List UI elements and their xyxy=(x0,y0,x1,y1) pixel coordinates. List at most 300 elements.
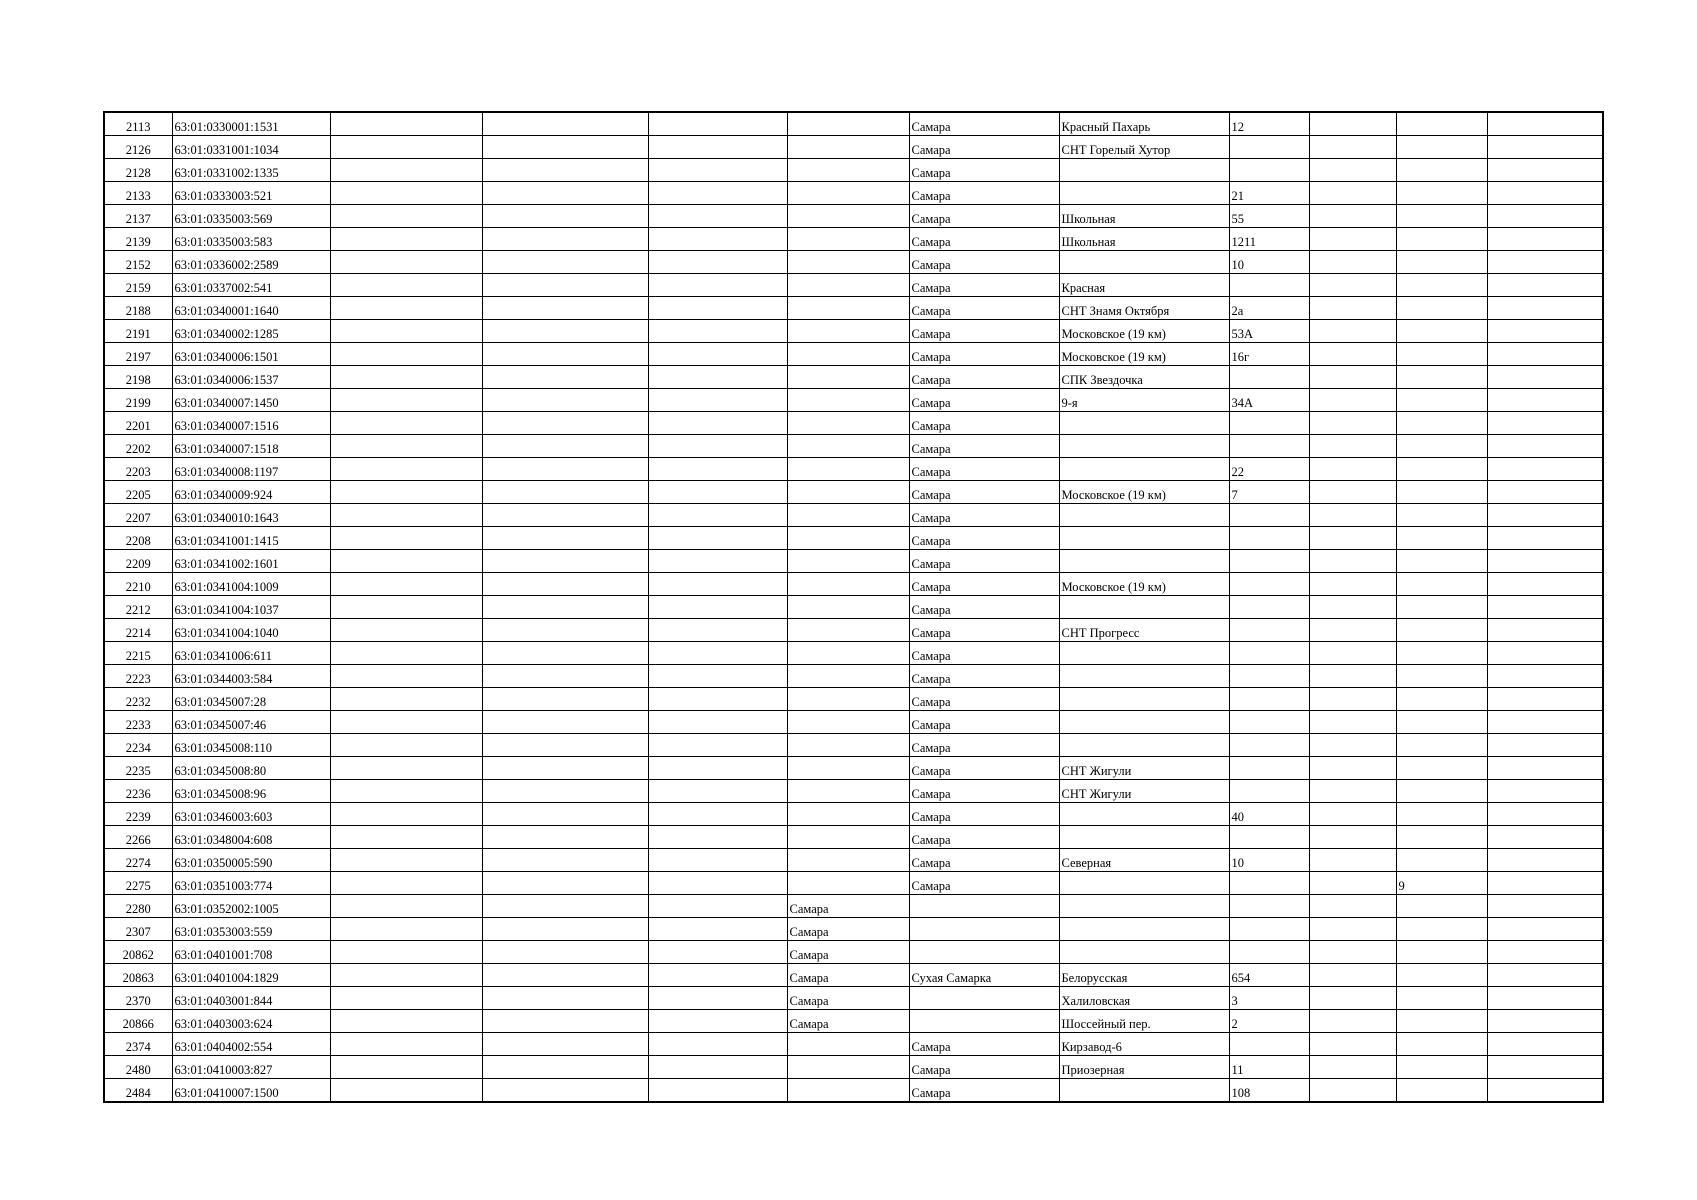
blank-cell xyxy=(1487,205,1603,228)
house-number-cell: 3 xyxy=(1229,987,1309,1010)
blank-cell xyxy=(648,734,787,757)
blank-cell xyxy=(330,343,482,366)
blank-cell xyxy=(330,458,482,481)
city-cell-b: Самара xyxy=(909,527,1059,550)
blank-cell xyxy=(648,251,787,274)
house-number-cell: 11 xyxy=(1229,1056,1309,1079)
blank-cell xyxy=(1487,964,1603,987)
city-cell-b: Самара xyxy=(909,734,1059,757)
blank-cell xyxy=(330,964,482,987)
table-row xyxy=(104,688,1603,711)
blank-cell xyxy=(1309,918,1396,941)
row-number-cell: 2159 xyxy=(104,274,172,297)
house-number-cell xyxy=(1229,895,1309,918)
city-cell-a xyxy=(787,619,909,642)
blank-cell xyxy=(1309,550,1396,573)
blank-cell xyxy=(330,481,482,504)
house-number-cell xyxy=(1229,665,1309,688)
city-cell-b: Самара xyxy=(909,458,1059,481)
house-number-cell: 10 xyxy=(1229,251,1309,274)
city-cell-b: Сухая Самарка xyxy=(909,964,1059,987)
blank-cell xyxy=(648,112,787,136)
table-row xyxy=(104,435,1603,458)
cadastral-number-cell: 63:01:0352002:1005 xyxy=(172,895,330,918)
blank-cell xyxy=(1309,297,1396,320)
street-cell xyxy=(1059,527,1229,550)
house-number-cell: 16г xyxy=(1229,343,1309,366)
blank-cell xyxy=(1487,803,1603,826)
table-row xyxy=(104,872,1603,895)
blank-cell xyxy=(648,642,787,665)
street-cell: СНТ Жигули xyxy=(1059,780,1229,803)
street-cell xyxy=(1059,159,1229,182)
street-cell: 9-я xyxy=(1059,389,1229,412)
cadastral-number-cell: 63:01:0351003:774 xyxy=(172,872,330,895)
row-number-cell: 2233 xyxy=(104,711,172,734)
street-cell: Московское (19 км) xyxy=(1059,320,1229,343)
cadastral-number-cell: 63:01:0331001:1034 xyxy=(172,136,330,159)
blank-cell xyxy=(648,941,787,964)
blank-cell xyxy=(1309,274,1396,297)
building-cell xyxy=(1396,366,1487,389)
blank-cell xyxy=(1309,734,1396,757)
city-cell-b: Самара xyxy=(909,182,1059,205)
cadastral-number-cell: 63:01:0340002:1285 xyxy=(172,320,330,343)
street-cell: Красный Пахарь xyxy=(1059,112,1229,136)
street-cell: Красная xyxy=(1059,274,1229,297)
blank-cell xyxy=(482,987,648,1010)
building-cell xyxy=(1396,987,1487,1010)
row-number-cell: 2307 xyxy=(104,918,172,941)
row-number-cell: 2280 xyxy=(104,895,172,918)
blank-cell xyxy=(482,780,648,803)
blank-cell xyxy=(1487,826,1603,849)
table-row xyxy=(104,343,1603,366)
cadastral-number-cell: 63:01:0335003:569 xyxy=(172,205,330,228)
blank-cell xyxy=(1487,757,1603,780)
blank-cell xyxy=(1487,274,1603,297)
blank-cell xyxy=(648,481,787,504)
row-number-cell: 2266 xyxy=(104,826,172,849)
blank-cell xyxy=(648,849,787,872)
house-number-cell xyxy=(1229,688,1309,711)
blank-cell xyxy=(1309,872,1396,895)
city-cell-a xyxy=(787,274,909,297)
blank-cell xyxy=(482,343,648,366)
table-row xyxy=(104,665,1603,688)
house-number-cell xyxy=(1229,826,1309,849)
city-cell-b xyxy=(909,918,1059,941)
blank-cell xyxy=(482,366,648,389)
street-cell xyxy=(1059,412,1229,435)
building-cell xyxy=(1396,918,1487,941)
blank-cell xyxy=(330,619,482,642)
blank-cell xyxy=(648,573,787,596)
street-cell xyxy=(1059,642,1229,665)
row-number-cell: 2214 xyxy=(104,619,172,642)
table-row xyxy=(104,136,1603,159)
city-cell-b: Самара xyxy=(909,274,1059,297)
building-cell xyxy=(1396,1056,1487,1079)
table-row xyxy=(104,389,1603,412)
row-number-cell: 2370 xyxy=(104,987,172,1010)
house-number-cell xyxy=(1229,527,1309,550)
building-cell xyxy=(1396,297,1487,320)
city-cell-b: Самара xyxy=(909,1056,1059,1079)
blank-cell xyxy=(1309,504,1396,527)
row-number-cell: 2202 xyxy=(104,435,172,458)
blank-cell xyxy=(648,1056,787,1079)
city-cell-a: Самара xyxy=(787,1010,909,1033)
cadastral-number-cell: 63:01:0350005:590 xyxy=(172,849,330,872)
table-row xyxy=(104,366,1603,389)
house-number-cell: 7 xyxy=(1229,481,1309,504)
city-cell-a xyxy=(787,159,909,182)
blank-cell xyxy=(482,573,648,596)
house-number-cell xyxy=(1229,136,1309,159)
table-row xyxy=(104,757,1603,780)
city-cell-a xyxy=(787,757,909,780)
row-number-cell: 2239 xyxy=(104,803,172,826)
blank-cell xyxy=(648,803,787,826)
street-cell: Московское (19 км) xyxy=(1059,481,1229,504)
building-cell xyxy=(1396,1010,1487,1033)
blank-cell xyxy=(1487,987,1603,1010)
building-cell xyxy=(1396,1033,1487,1056)
blank-cell xyxy=(482,734,648,757)
blank-cell xyxy=(330,412,482,435)
table-row xyxy=(104,711,1603,734)
table-row xyxy=(104,734,1603,757)
blank-cell xyxy=(1309,826,1396,849)
blank-cell xyxy=(1309,228,1396,251)
building-cell xyxy=(1396,550,1487,573)
house-number-cell xyxy=(1229,274,1309,297)
blank-cell xyxy=(1309,389,1396,412)
blank-cell xyxy=(482,826,648,849)
cadastral-number-cell: 63:01:0331002:1335 xyxy=(172,159,330,182)
blank-cell xyxy=(482,1079,648,1103)
blank-cell xyxy=(330,366,482,389)
city-cell-a: Самара xyxy=(787,987,909,1010)
city-cell-a xyxy=(787,872,909,895)
blank-cell xyxy=(1309,665,1396,688)
blank-cell xyxy=(482,1010,648,1033)
table-row xyxy=(104,297,1603,320)
blank-cell xyxy=(482,251,648,274)
table-body xyxy=(104,112,1603,1102)
city-cell-b: Самара xyxy=(909,803,1059,826)
blank-cell xyxy=(1487,527,1603,550)
blank-cell xyxy=(330,596,482,619)
street-cell xyxy=(1059,711,1229,734)
house-number-cell: 40 xyxy=(1229,803,1309,826)
blank-cell xyxy=(1309,366,1396,389)
blank-cell xyxy=(1309,343,1396,366)
city-cell-a xyxy=(787,112,909,136)
table-row xyxy=(104,619,1603,642)
city-cell-a xyxy=(787,573,909,596)
building-cell xyxy=(1396,527,1487,550)
street-cell xyxy=(1059,504,1229,527)
table-row xyxy=(104,642,1603,665)
table-row xyxy=(104,803,1603,826)
building-cell xyxy=(1396,642,1487,665)
blank-cell xyxy=(1487,412,1603,435)
street-cell xyxy=(1059,435,1229,458)
blank-cell xyxy=(648,435,787,458)
city-cell-b xyxy=(909,1010,1059,1033)
building-cell xyxy=(1396,481,1487,504)
blank-cell xyxy=(482,757,648,780)
city-cell-b: Самара xyxy=(909,205,1059,228)
blank-cell xyxy=(1309,205,1396,228)
blank-cell xyxy=(482,918,648,941)
blank-cell xyxy=(648,205,787,228)
city-cell-b: Самара xyxy=(909,596,1059,619)
table-row xyxy=(104,159,1603,182)
blank-cell xyxy=(482,320,648,343)
street-cell: Московское (19 км) xyxy=(1059,573,1229,596)
table-row xyxy=(104,251,1603,274)
row-number-cell: 2480 xyxy=(104,1056,172,1079)
blank-cell xyxy=(330,112,482,136)
blank-cell xyxy=(330,182,482,205)
street-cell: Шоссейный пер. xyxy=(1059,1010,1229,1033)
table-row xyxy=(104,412,1603,435)
street-cell: Приозерная xyxy=(1059,1056,1229,1079)
cadastral-number-cell: 63:01:0345007:28 xyxy=(172,688,330,711)
cadastral-number-cell: 63:01:0340010:1643 xyxy=(172,504,330,527)
blank-cell xyxy=(648,826,787,849)
building-cell xyxy=(1396,619,1487,642)
cadastral-number-cell: 63:01:0341004:1040 xyxy=(172,619,330,642)
blank-cell xyxy=(1487,872,1603,895)
city-cell-b: Самара xyxy=(909,251,1059,274)
blank-cell xyxy=(482,964,648,987)
city-cell-b: Самара xyxy=(909,112,1059,136)
house-number-cell: 10 xyxy=(1229,849,1309,872)
building-cell xyxy=(1396,228,1487,251)
city-cell-a xyxy=(787,228,909,251)
city-cell-a xyxy=(787,849,909,872)
building-cell xyxy=(1396,895,1487,918)
building-cell xyxy=(1396,112,1487,136)
blank-cell xyxy=(482,412,648,435)
city-cell-a: Самара xyxy=(787,895,909,918)
blank-cell xyxy=(330,527,482,550)
blank-cell xyxy=(482,1033,648,1056)
street-cell xyxy=(1059,803,1229,826)
blank-cell xyxy=(1309,849,1396,872)
blank-cell xyxy=(330,550,482,573)
table-row xyxy=(104,780,1603,803)
house-number-cell xyxy=(1229,1033,1309,1056)
building-cell xyxy=(1396,389,1487,412)
blank-cell xyxy=(1309,251,1396,274)
city-cell-a xyxy=(787,412,909,435)
building-cell xyxy=(1396,1079,1487,1103)
row-number-cell: 2275 xyxy=(104,872,172,895)
city-cell-b: Самара xyxy=(909,619,1059,642)
house-number-cell: 22 xyxy=(1229,458,1309,481)
blank-cell xyxy=(330,1010,482,1033)
cadastral-number-cell: 63:01:0341002:1601 xyxy=(172,550,330,573)
blank-cell xyxy=(482,665,648,688)
blank-cell xyxy=(482,274,648,297)
building-cell xyxy=(1396,320,1487,343)
blank-cell xyxy=(648,665,787,688)
blank-cell xyxy=(648,780,787,803)
blank-cell xyxy=(330,228,482,251)
city-cell-a xyxy=(787,504,909,527)
street-cell: СНТ Горелый Хутор xyxy=(1059,136,1229,159)
city-cell-b: Самара xyxy=(909,688,1059,711)
city-cell-b: Самара xyxy=(909,412,1059,435)
blank-cell xyxy=(330,205,482,228)
blank-cell xyxy=(1309,757,1396,780)
cadastral-number-cell: 63:01:0337002:541 xyxy=(172,274,330,297)
building-cell xyxy=(1396,504,1487,527)
blank-cell xyxy=(482,205,648,228)
table-row xyxy=(104,112,1603,136)
city-cell-a xyxy=(787,343,909,366)
blank-cell xyxy=(1309,481,1396,504)
blank-cell xyxy=(648,343,787,366)
city-cell-a xyxy=(787,803,909,826)
blank-cell xyxy=(648,711,787,734)
street-cell xyxy=(1059,918,1229,941)
blank-cell xyxy=(648,366,787,389)
row-number-cell: 20863 xyxy=(104,964,172,987)
blank-cell xyxy=(330,941,482,964)
table-row xyxy=(104,826,1603,849)
city-cell-a: Самара xyxy=(787,941,909,964)
building-cell xyxy=(1396,136,1487,159)
blank-cell xyxy=(1309,619,1396,642)
blank-cell xyxy=(330,849,482,872)
street-cell: Школьная xyxy=(1059,205,1229,228)
table-row xyxy=(104,481,1603,504)
row-number-cell: 2139 xyxy=(104,228,172,251)
row-number-cell: 2133 xyxy=(104,182,172,205)
blank-cell xyxy=(648,550,787,573)
row-number-cell: 2208 xyxy=(104,527,172,550)
blank-cell xyxy=(1487,1033,1603,1056)
blank-cell xyxy=(482,389,648,412)
row-number-cell: 2232 xyxy=(104,688,172,711)
blank-cell xyxy=(1487,918,1603,941)
blank-cell xyxy=(1487,504,1603,527)
city-cell-b: Самара xyxy=(909,642,1059,665)
row-number-cell: 2137 xyxy=(104,205,172,228)
blank-cell xyxy=(648,412,787,435)
blank-cell xyxy=(1487,182,1603,205)
street-cell xyxy=(1059,182,1229,205)
street-cell xyxy=(1059,826,1229,849)
cadastral-number-cell: 63:01:0340006:1537 xyxy=(172,366,330,389)
cadastral-number-cell: 63:01:0345007:46 xyxy=(172,711,330,734)
cadastral-number-cell: 63:01:0341001:1415 xyxy=(172,527,330,550)
house-number-cell: 55 xyxy=(1229,205,1309,228)
blank-cell xyxy=(648,918,787,941)
blank-cell xyxy=(482,849,648,872)
house-number-cell xyxy=(1229,711,1309,734)
blank-cell xyxy=(482,872,648,895)
blank-cell xyxy=(482,642,648,665)
blank-cell xyxy=(330,297,482,320)
blank-cell xyxy=(330,711,482,734)
city-cell-b: Самара xyxy=(909,481,1059,504)
blank-cell xyxy=(330,872,482,895)
blank-cell xyxy=(482,596,648,619)
city-cell-b: Самара xyxy=(909,826,1059,849)
row-number-cell: 2374 xyxy=(104,1033,172,1056)
table-row xyxy=(104,596,1603,619)
table-row xyxy=(104,1079,1603,1103)
city-cell-a xyxy=(787,320,909,343)
blank-cell xyxy=(1487,136,1603,159)
row-number-cell: 2188 xyxy=(104,297,172,320)
house-number-cell xyxy=(1229,573,1309,596)
cadastral-number-cell: 63:01:0340007:1516 xyxy=(172,412,330,435)
table-row xyxy=(104,1010,1603,1033)
building-cell xyxy=(1396,849,1487,872)
house-number-cell xyxy=(1229,550,1309,573)
blank-cell xyxy=(330,642,482,665)
city-cell-a xyxy=(787,826,909,849)
table-row xyxy=(104,228,1603,251)
blank-cell xyxy=(1487,112,1603,136)
street-cell xyxy=(1059,458,1229,481)
building-cell xyxy=(1396,780,1487,803)
table-row xyxy=(104,895,1603,918)
cadastral-number-cell: 63:01:0403003:624 xyxy=(172,1010,330,1033)
blank-cell xyxy=(648,619,787,642)
building-cell xyxy=(1396,711,1487,734)
blank-cell xyxy=(482,1056,648,1079)
blank-cell xyxy=(1487,251,1603,274)
blank-cell xyxy=(1487,596,1603,619)
table-row xyxy=(104,918,1603,941)
street-cell: СНТ Знамя Октября xyxy=(1059,297,1229,320)
city-cell-a: Самара xyxy=(787,918,909,941)
city-cell-a xyxy=(787,642,909,665)
cadastral-number-cell: 63:01:0341004:1009 xyxy=(172,573,330,596)
row-number-cell: 2113 xyxy=(104,112,172,136)
blank-cell xyxy=(482,112,648,136)
house-number-cell xyxy=(1229,435,1309,458)
blank-cell xyxy=(648,596,787,619)
blank-cell xyxy=(1309,136,1396,159)
city-cell-a xyxy=(787,734,909,757)
blank-cell xyxy=(330,895,482,918)
blank-cell xyxy=(330,435,482,458)
row-number-cell: 2223 xyxy=(104,665,172,688)
blank-cell xyxy=(648,1079,787,1103)
city-cell-b: Самара xyxy=(909,159,1059,182)
blank-cell xyxy=(482,182,648,205)
city-cell-a xyxy=(787,366,909,389)
blank-cell xyxy=(1309,573,1396,596)
house-number-cell xyxy=(1229,734,1309,757)
cadastral-number-cell: 63:01:0353003:559 xyxy=(172,918,330,941)
blank-cell xyxy=(648,228,787,251)
building-cell xyxy=(1396,159,1487,182)
table-row xyxy=(104,964,1603,987)
blank-cell xyxy=(1487,228,1603,251)
blank-cell xyxy=(648,297,787,320)
